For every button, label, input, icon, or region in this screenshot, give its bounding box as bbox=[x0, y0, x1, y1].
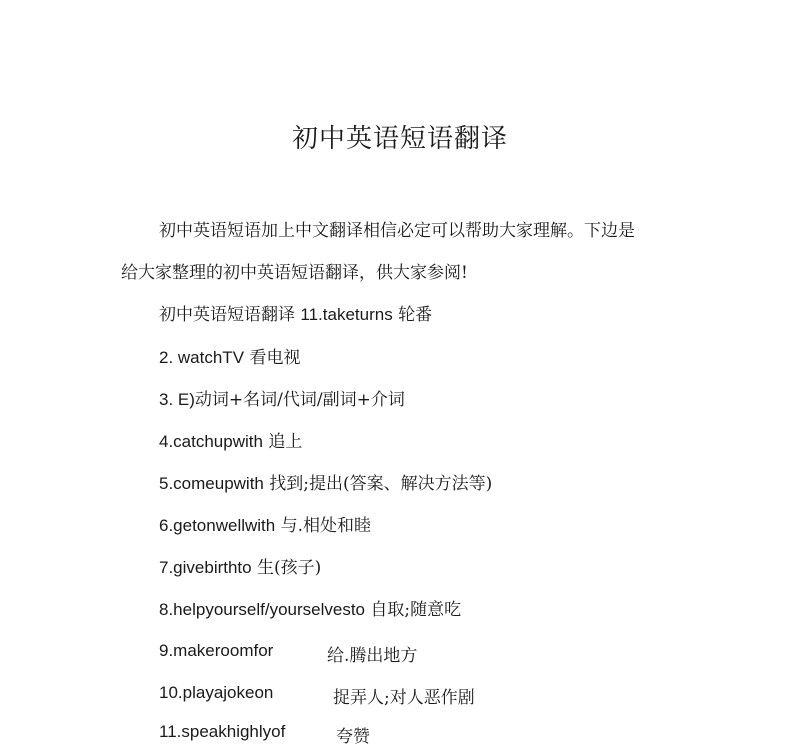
list-item bbox=[159, 553, 321, 578]
item-english: 6.getonwellwith bbox=[159, 516, 276, 535]
document-title: 初中英语短语翻译 bbox=[291, 124, 508, 154]
item-english: 9.makeroomfor bbox=[159, 641, 274, 660]
intro-paragraph-line-2: 给大家整理的初中英语短语翻译，供大家参阅! bbox=[121, 263, 468, 283]
item-english: 5.comeupwith bbox=[159, 474, 264, 493]
list-item bbox=[159, 427, 302, 452]
intro-paragraph-line-1: 初中英语短语加上中文翻译相信必定可以帮助大家理解。下边是 bbox=[159, 221, 635, 241]
item-chinese: 追上 bbox=[268, 432, 303, 452]
item-chinese: 动词+名词/代词/副词+介词 bbox=[194, 390, 405, 410]
item-chinese: 找到;提出(答案、解决方法等) bbox=[269, 474, 493, 494]
item-english: 11.speakhighlyof bbox=[159, 722, 286, 741]
item-english: 10.playajokeon bbox=[159, 683, 274, 702]
item-chinese: 自取;随意吃 bbox=[370, 600, 462, 620]
list-item bbox=[159, 343, 300, 368]
item-chinese: 与.相处和睦 bbox=[280, 516, 372, 536]
item-english: 3. E) bbox=[159, 390, 195, 409]
list-item bbox=[159, 469, 492, 494]
item-chinese: 给.腾出地方 bbox=[327, 646, 418, 666]
item-chinese: 捉弄人;对人恶作剧 bbox=[333, 688, 475, 708]
list-item bbox=[159, 385, 405, 410]
item-chinese: 生(孩子) bbox=[257, 558, 322, 578]
item-english: 11.taketurns bbox=[300, 305, 393, 324]
item-english: 8.helpyourself/yourselvesto bbox=[159, 600, 366, 619]
item-chinese: 轮番 bbox=[398, 305, 433, 325]
item-prefix: 初中英语短语翻译 bbox=[159, 305, 301, 325]
list-item bbox=[159, 300, 432, 325]
item-english: 2. watchTV bbox=[159, 348, 245, 367]
item-english: 7.givebirthto bbox=[159, 558, 252, 577]
list-item bbox=[159, 641, 273, 661]
list-item bbox=[159, 722, 285, 742]
list-item bbox=[159, 511, 371, 536]
list-item bbox=[159, 683, 273, 703]
item-chinese: 夸赞 bbox=[336, 727, 370, 747]
item-chinese: 看电视 bbox=[249, 348, 301, 368]
list-item bbox=[159, 595, 461, 620]
item-english: 4.catchupwith bbox=[159, 432, 263, 451]
